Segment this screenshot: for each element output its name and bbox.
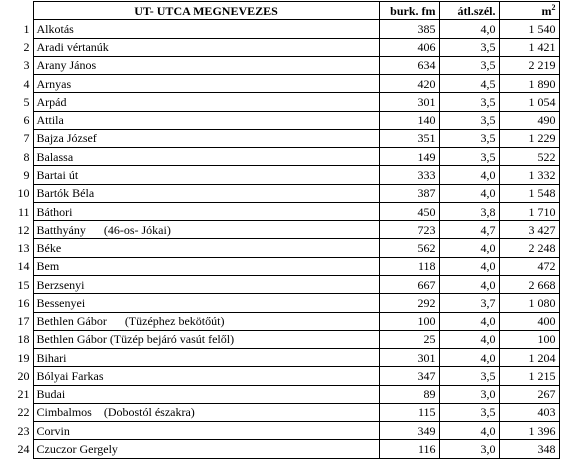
paved-length: 89 xyxy=(379,385,439,403)
row-number: 10 xyxy=(17,186,30,201)
street-name: Bem xyxy=(33,257,379,275)
avg-width: 3,5 xyxy=(439,148,499,166)
street-name: Bartai út xyxy=(33,166,379,184)
area: 100 xyxy=(499,330,559,348)
row-number: 3 xyxy=(23,58,30,73)
avg-width: 4,0 xyxy=(439,349,499,367)
table-row xyxy=(0,330,559,348)
row-number: 1 xyxy=(23,21,30,36)
table-row xyxy=(0,422,559,440)
header-area-label: m xyxy=(541,3,552,18)
avg-width: 3,5 xyxy=(439,111,499,129)
avg-width: 3,5 xyxy=(439,367,499,385)
avg-width: 4,0 xyxy=(439,422,499,440)
paved-length: 450 xyxy=(379,202,439,220)
street-name: Bólyai Farkas xyxy=(33,367,379,385)
paved-length: 349 xyxy=(379,422,439,440)
street-name: Bessenyei xyxy=(33,294,379,312)
paved-length: 347 xyxy=(379,367,439,385)
street-name: Arpád xyxy=(33,93,379,111)
street-name: Alkotás xyxy=(33,20,379,38)
street-name: Bethlen Gábor (Tüzéphez bekötőút) xyxy=(33,312,379,330)
row-number: 18 xyxy=(17,332,30,347)
avg-width: 4,0 xyxy=(439,166,499,184)
street-name: Bajza József xyxy=(33,129,379,147)
row-number: 17 xyxy=(17,314,30,329)
row-number: 14 xyxy=(17,259,30,274)
street-name: Batthyány (46-os- Jókai) xyxy=(33,221,379,239)
street-name: Budai xyxy=(33,385,379,403)
paved-length: 387 xyxy=(379,184,439,202)
area: 400 xyxy=(499,312,559,330)
paved-length: 634 xyxy=(379,56,439,74)
street-name: Berzsenyi xyxy=(33,275,379,293)
table-row xyxy=(0,166,559,184)
area: 403 xyxy=(499,403,559,421)
paved-length: 25 xyxy=(379,330,439,348)
row-number: 24 xyxy=(17,442,30,456)
table-row xyxy=(0,349,559,367)
row-number: 9 xyxy=(23,168,30,183)
street-name: Arnyas xyxy=(33,75,379,93)
row-number: 11 xyxy=(17,204,30,219)
paved-length: 115 xyxy=(379,403,439,421)
table-row xyxy=(0,312,559,330)
row-number: 16 xyxy=(17,295,30,310)
avg-width: 3,5 xyxy=(439,56,499,74)
paved-length: 385 xyxy=(379,20,439,38)
paved-length: 301 xyxy=(379,93,439,111)
table-body xyxy=(0,20,559,458)
avg-width: 4,5 xyxy=(439,75,499,93)
area: 472 xyxy=(499,257,559,275)
avg-width: 4,0 xyxy=(439,275,499,293)
area: 1 710 xyxy=(499,202,559,220)
table-row xyxy=(0,38,559,56)
avg-width: 4,0 xyxy=(439,20,499,38)
avg-width: 4,0 xyxy=(439,184,499,202)
row-number: 19 xyxy=(17,350,30,365)
paved-length: 420 xyxy=(379,75,439,93)
row-number: 2 xyxy=(23,40,30,55)
area: 1 396 xyxy=(499,422,559,440)
avg-width: 3,5 xyxy=(439,38,499,56)
street-name: Corvin xyxy=(33,422,379,440)
table-row xyxy=(0,202,559,220)
street-name: Arany János xyxy=(33,56,379,74)
table-row xyxy=(0,56,559,74)
paved-length: 723 xyxy=(379,221,439,239)
row-number: 8 xyxy=(23,149,30,164)
paved-length: 118 xyxy=(379,257,439,275)
avg-width: 3,5 xyxy=(439,129,499,147)
street-name: Attila xyxy=(33,111,379,129)
area: 490 xyxy=(499,111,559,129)
avg-width: 4,0 xyxy=(439,312,499,330)
table-row xyxy=(0,20,559,38)
table-row xyxy=(0,221,559,239)
row-number: 23 xyxy=(17,423,30,438)
area: 1 229 xyxy=(499,129,559,147)
paved-length: 292 xyxy=(379,294,439,312)
table-row xyxy=(0,385,559,403)
table-row xyxy=(0,148,559,166)
avg-width: 3,7 xyxy=(439,294,499,312)
paved-length: 149 xyxy=(379,148,439,166)
area: 3 427 xyxy=(499,221,559,239)
area: 1 215 xyxy=(499,367,559,385)
row-number: 20 xyxy=(17,368,30,383)
avg-width: 4,0 xyxy=(439,257,499,275)
row-number: 7 xyxy=(23,131,30,146)
header-street-name: UT- UTCA MEGNEVEZES xyxy=(33,2,379,20)
area: 1 890 xyxy=(499,75,559,93)
avg-width: 4,0 xyxy=(439,330,499,348)
header-area xyxy=(499,2,559,20)
row-number: 5 xyxy=(23,94,30,109)
street-name: Bartók Béla xyxy=(33,184,379,202)
table-row xyxy=(0,239,559,257)
row-number: 6 xyxy=(23,113,30,128)
table-row xyxy=(0,440,559,458)
area: 2 668 xyxy=(499,275,559,293)
table-row xyxy=(0,184,559,202)
area: 267 xyxy=(499,385,559,403)
avg-width: 3,0 xyxy=(439,385,499,403)
area: 348 xyxy=(499,440,559,458)
header-row xyxy=(0,2,559,20)
paved-length: 351 xyxy=(379,129,439,147)
paved-length: 116 xyxy=(379,440,439,458)
area: 1 204 xyxy=(499,349,559,367)
paved-length: 406 xyxy=(379,38,439,56)
header-num xyxy=(0,2,33,20)
street-name: Czuczor Gergely xyxy=(33,440,379,458)
avg-width: 3,0 xyxy=(439,440,499,458)
row-number: 22 xyxy=(17,405,30,420)
area: 2 219 xyxy=(499,56,559,74)
avg-width: 4,7 xyxy=(439,221,499,239)
street-name: Aradi vértanúk xyxy=(33,38,379,56)
table-row xyxy=(0,275,559,293)
paved-length: 667 xyxy=(379,275,439,293)
avg-width: 3,8 xyxy=(439,202,499,220)
table-row xyxy=(0,367,559,385)
paved-length: 140 xyxy=(379,111,439,129)
street-table xyxy=(0,1,560,459)
area: 1 548 xyxy=(499,184,559,202)
row-number: 4 xyxy=(23,76,30,91)
table-row xyxy=(0,75,559,93)
area: 1 054 xyxy=(499,93,559,111)
paved-length: 100 xyxy=(379,312,439,330)
row-number: 13 xyxy=(17,241,30,256)
avg-width: 3,5 xyxy=(439,403,499,421)
header-avg-width: átl.szél. xyxy=(439,2,499,20)
header-paved-length: burk. fm xyxy=(379,2,439,20)
area: 1 080 xyxy=(499,294,559,312)
table-row xyxy=(0,294,559,312)
table-row xyxy=(0,93,559,111)
area: 1 421 xyxy=(499,38,559,56)
table-row xyxy=(0,257,559,275)
area: 522 xyxy=(499,148,559,166)
table-row xyxy=(0,111,559,129)
paved-length: 301 xyxy=(379,349,439,367)
row-number: 12 xyxy=(17,222,30,237)
table-row xyxy=(0,403,559,421)
street-name: Béke xyxy=(33,239,379,257)
street-name: Báthori xyxy=(33,202,379,220)
area: 1 332 xyxy=(499,166,559,184)
avg-width: 4,0 xyxy=(439,239,499,257)
street-name: Balassa xyxy=(33,148,379,166)
table-row xyxy=(0,129,559,147)
street-name: Bethlen Gábor (Tüzép bejáró vasút felől) xyxy=(33,330,379,348)
header-area-sup: 2 xyxy=(551,2,556,12)
row-number: 21 xyxy=(17,387,30,402)
street-name: Bihari xyxy=(33,349,379,367)
area: 2 248 xyxy=(499,239,559,257)
row-number: 15 xyxy=(17,277,30,292)
paved-length: 333 xyxy=(379,166,439,184)
street-name: Cimbalmos (Dobostól északra) xyxy=(33,403,379,421)
avg-width: 3,5 xyxy=(439,93,499,111)
paved-length: 562 xyxy=(379,239,439,257)
area: 1 540 xyxy=(499,20,559,38)
